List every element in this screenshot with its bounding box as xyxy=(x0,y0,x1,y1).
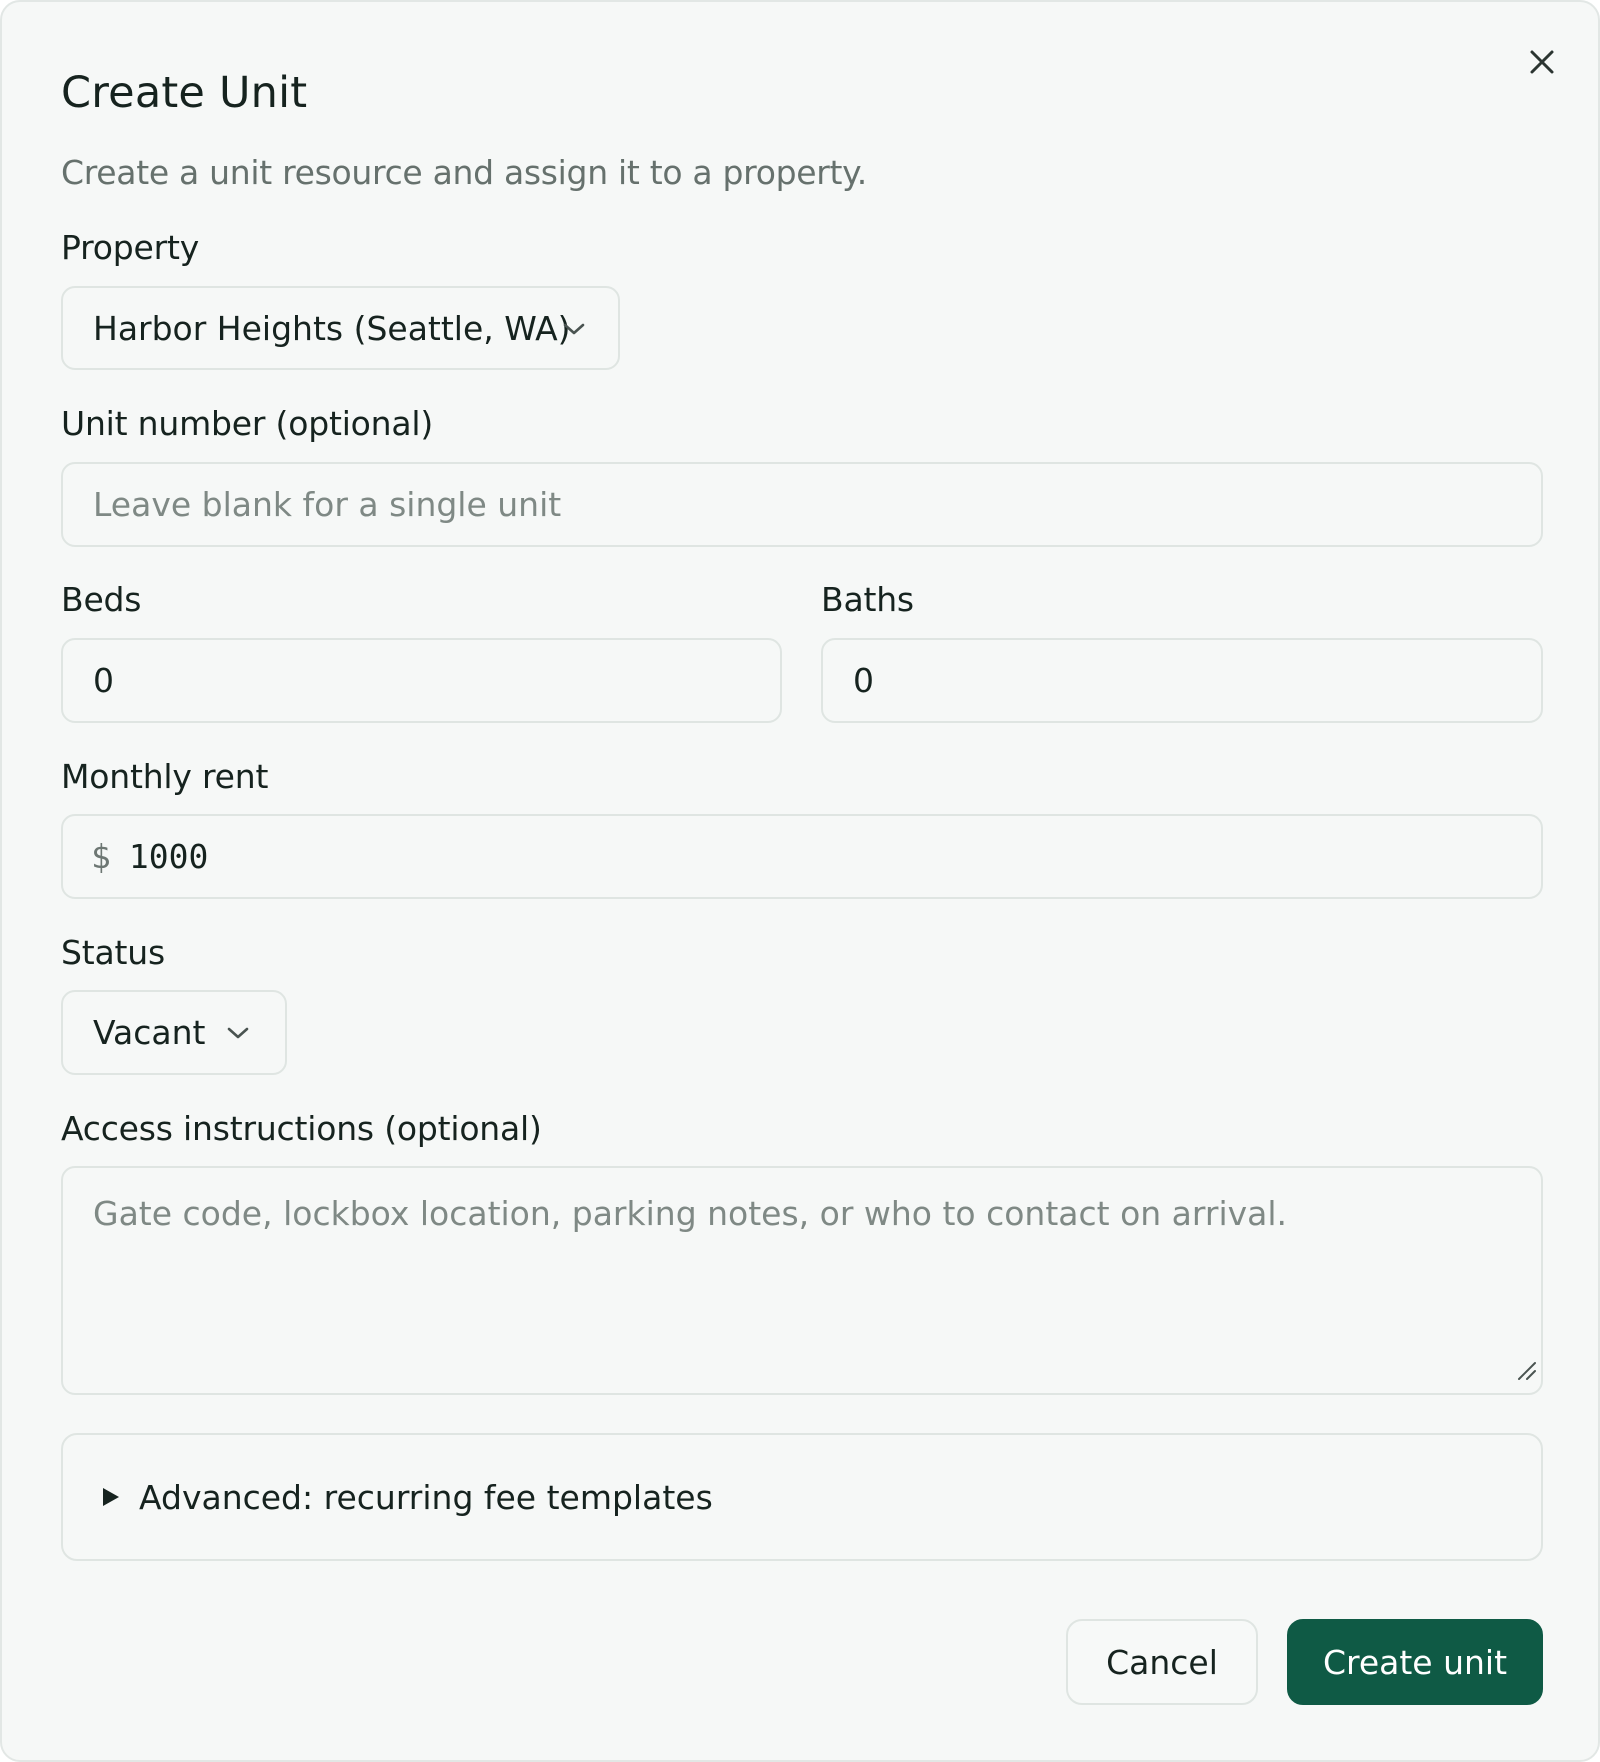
close-icon xyxy=(1528,48,1556,76)
create-unit-button[interactable]: Create unit xyxy=(1287,1619,1543,1705)
dialog-title: Create Unit xyxy=(61,68,308,118)
dialog-subtitle: Create a unit resource and assign it to a property. xyxy=(61,153,867,192)
status-select[interactable] xyxy=(61,990,287,1075)
monthly-rent-input[interactable] xyxy=(61,814,1543,899)
baths-input[interactable] xyxy=(821,638,1543,723)
property-select[interactable] xyxy=(61,286,620,370)
chevron-down-icon xyxy=(223,1018,253,1048)
advanced-fee-templates-toggle[interactable] xyxy=(61,1433,1543,1561)
unit-number-input[interactable] xyxy=(61,462,1543,547)
access-instructions-textarea[interactable] xyxy=(61,1166,1543,1395)
unit-number-placeholder: Leave blank for a single unit xyxy=(93,485,562,524)
baths-label: Baths xyxy=(821,580,914,619)
baths-value: 0 xyxy=(853,661,874,700)
status-select-value: Vacant xyxy=(93,1013,206,1052)
monthly-rent-label: Monthly rent xyxy=(61,757,269,796)
cancel-button[interactable]: Cancel xyxy=(1066,1619,1258,1705)
beds-value: 0 xyxy=(93,661,114,700)
disclosure-triangle-icon xyxy=(101,1486,121,1508)
chevron-down-icon xyxy=(559,314,589,344)
close-button[interactable] xyxy=(1522,42,1562,82)
resize-handle-icon[interactable] xyxy=(1515,1350,1537,1389)
beds-input[interactable] xyxy=(61,638,782,723)
property-select-value: Harbor Heights (Seattle, WA) xyxy=(93,308,571,348)
property-label: Property xyxy=(61,228,200,267)
unit-number-label: Unit number (optional) xyxy=(61,404,434,443)
currency-symbol: $ xyxy=(91,837,111,876)
access-instructions-label: Access instructions (optional) xyxy=(61,1109,542,1148)
access-instructions-placeholder: Gate code, lockbox location, parking notes, or who to contact on arrival. xyxy=(93,1194,1288,1233)
beds-label: Beds xyxy=(61,580,142,619)
advanced-fee-templates-label: Advanced: recurring fee templates xyxy=(139,1477,713,1517)
status-label: Status xyxy=(61,933,165,972)
monthly-rent-value: 1000 xyxy=(128,837,209,876)
